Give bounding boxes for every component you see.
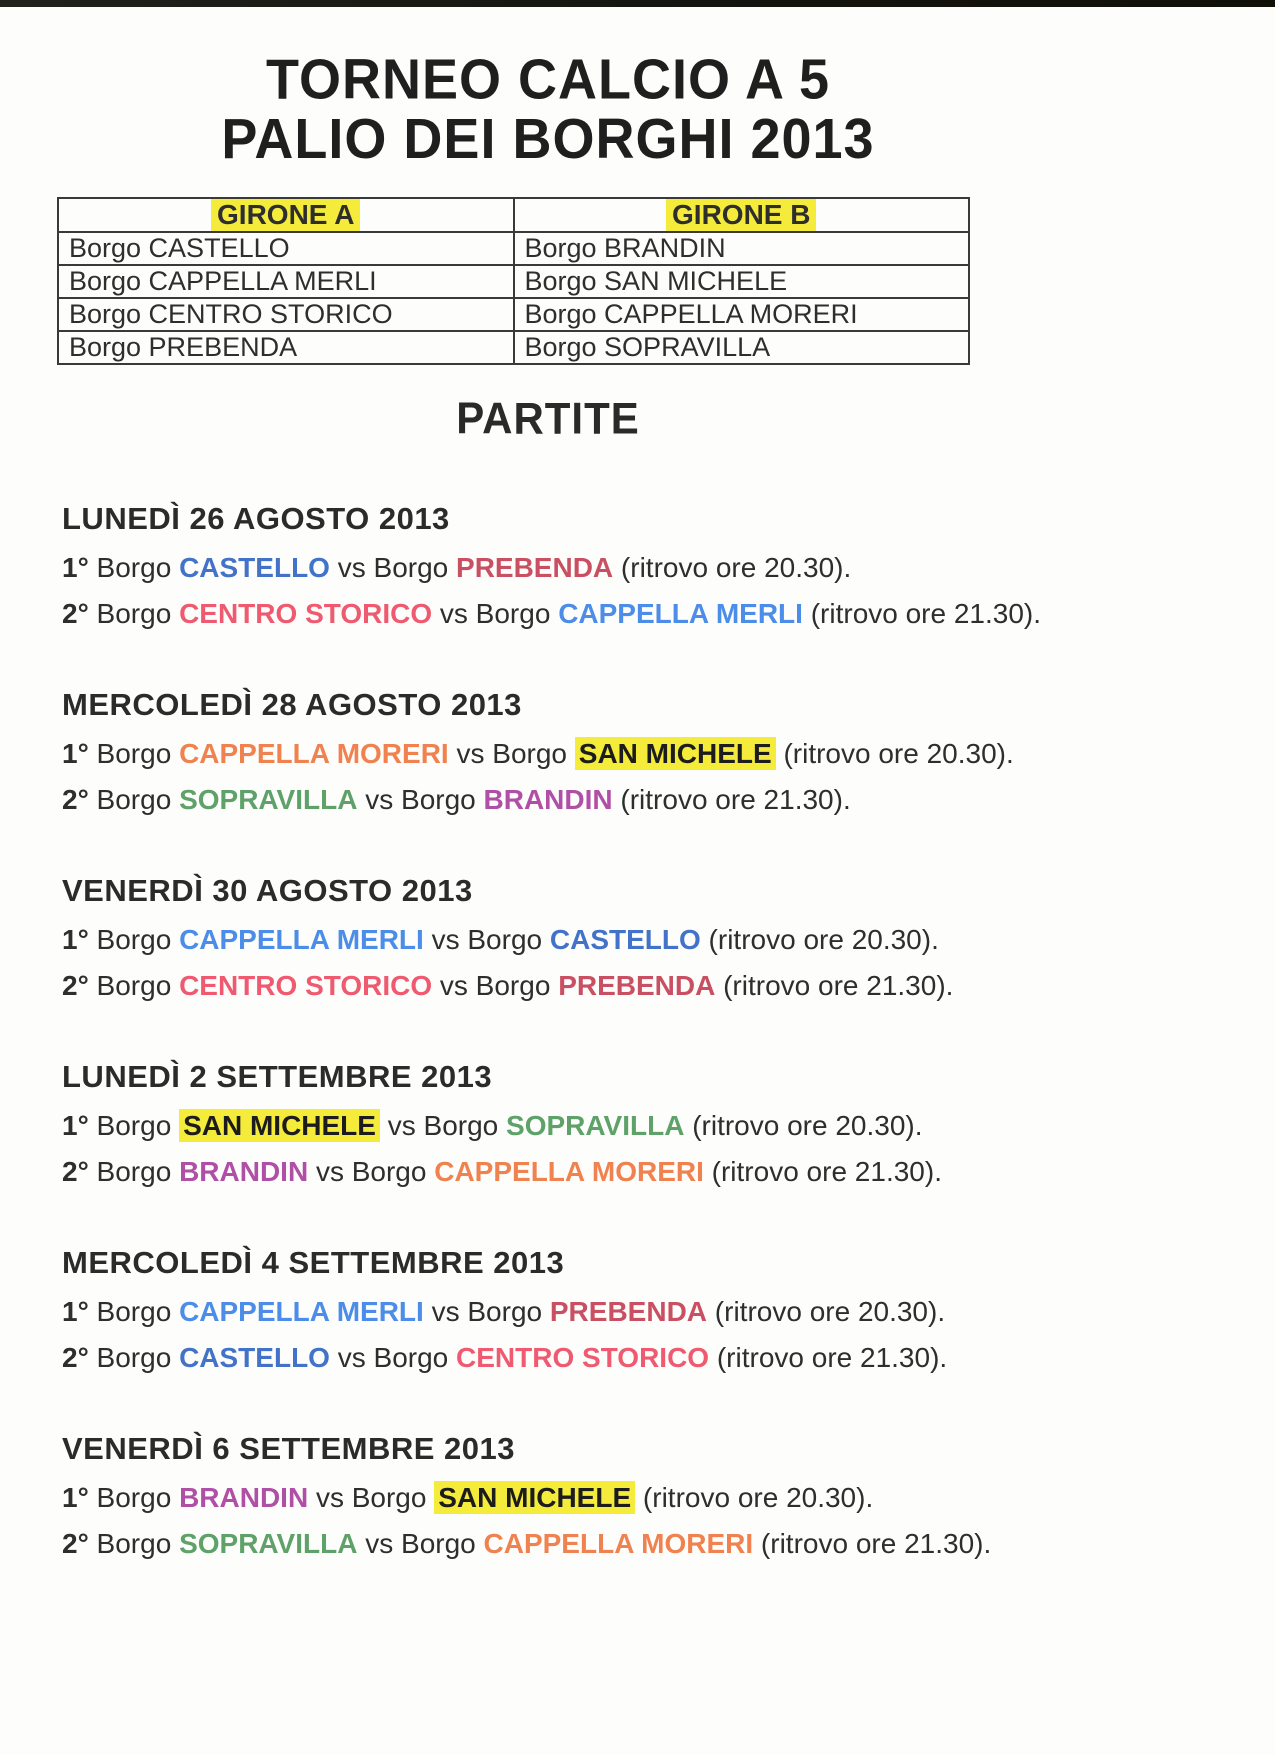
matchday-date: VENERDÌ 6 SETTEMBRE 2013 xyxy=(62,1431,516,1467)
team-name: SAN MICHELE xyxy=(179,1109,380,1142)
match-ordinal: 2° xyxy=(62,1342,89,1374)
match-note: (ritrovo ore 20.30). xyxy=(775,738,1014,770)
match-line: 2° Borgo CENTRO STORICO vs Borgo PREBENDA (ritrovo ore 21.30). xyxy=(62,970,954,1002)
match-line: 2° Borgo BRANDIN vs Borgo CAPPELLA MORERI (ritrovo ore 21.30). xyxy=(62,1156,942,1188)
group-team-cell: Borgo PREBENDA xyxy=(58,331,514,364)
match-line: 1° Borgo CAPPELLA MERLI vs Borgo PREBENDA (ritrovo ore 20.30). xyxy=(62,1296,946,1328)
match-ordinal: 1° xyxy=(62,738,89,770)
match-ordinal: 1° xyxy=(62,924,89,956)
team-name: SOPRAVILLA xyxy=(179,784,358,816)
match-line: 2° Borgo CASTELLO vs Borgo CENTRO STORICO (ritrovo ore 21.30). xyxy=(62,1342,948,1374)
team-name: CAPPELLA MERLI xyxy=(558,598,803,630)
group-b-header xyxy=(514,198,970,232)
match-note: (ritrovo ore 21.30). xyxy=(709,1342,948,1374)
title-line-1: TORNEO CALCIO A 5 xyxy=(265,48,831,112)
matchday-date: MERCOLEDÌ 4 SETTEMBRE 2013 xyxy=(62,1245,565,1281)
match-ordinal: 1° xyxy=(62,1482,89,1514)
match-note: (ritrovo ore 20.30). xyxy=(700,924,939,956)
group-a-header-label: GIRONE A xyxy=(211,198,360,232)
team-name: PREBENDA xyxy=(558,970,716,1002)
match-ordinal: 2° xyxy=(62,970,89,1002)
matchdays xyxy=(62,501,1275,1559)
match-note: (ritrovo ore 20.30). xyxy=(684,1110,923,1142)
team-name: CASTELLO xyxy=(179,1342,330,1374)
match-note: (ritrovo ore 21.30). xyxy=(802,598,1042,630)
groups-table-header-row xyxy=(58,198,969,232)
match-ordinal: 2° xyxy=(62,784,89,816)
matchday-date: LUNEDÌ 26 AGOSTO 2013 xyxy=(62,501,450,537)
group-table-row xyxy=(58,298,969,331)
team-name: CAPPELLA MERLI xyxy=(179,924,424,956)
match-line: 2° Borgo SOPRAVILLA vs Borgo CAPPELLA MORERI (ritrovo ore 21.30). xyxy=(62,1528,992,1560)
group-b-header-label: GIRONE B xyxy=(666,198,816,232)
matchday-section xyxy=(62,501,1275,629)
match-line: 1° Borgo CAPPELLA MORERI vs Borgo SAN MICHELE (ritrovo ore 20.30). xyxy=(62,738,1014,770)
matchday-date: VENERDÌ 30 AGOSTO 2013 xyxy=(62,873,473,909)
team-name: PREBENDA xyxy=(456,552,614,584)
team-name: CENTRO STORICO xyxy=(179,598,433,630)
matchday-section xyxy=(62,1245,1275,1373)
match-note: (ritrovo ore 21.30). xyxy=(612,784,851,816)
group-a-header xyxy=(58,198,514,232)
group-team-cell: Borgo CAPPELLA MERLI xyxy=(58,265,514,298)
match-ordinal: 1° xyxy=(62,1296,89,1328)
match-line: 1° Borgo BRANDIN vs Borgo SAN MICHELE (ritrovo ore 20.30). xyxy=(62,1482,874,1514)
group-team-cell: Borgo BRANDIN xyxy=(514,232,970,265)
match-line: 1° Borgo CAPPELLA MERLI vs Borgo CASTELLO (ritrovo ore 20.30). xyxy=(62,924,939,956)
match-ordinal: 2° xyxy=(62,1156,89,1188)
group-table-row xyxy=(58,265,969,298)
match-ordinal: 1° xyxy=(62,1110,89,1142)
group-table-row xyxy=(58,331,969,364)
team-name: BRANDIN xyxy=(179,1482,309,1514)
team-name: SAN MICHELE xyxy=(434,1481,635,1514)
team-name: SAN MICHELE xyxy=(575,737,776,770)
team-name: SOPRAVILLA xyxy=(179,1528,358,1560)
match-note: (ritrovo ore 21.30). xyxy=(703,1156,942,1188)
team-name: CAPPELLA MORERI xyxy=(179,738,449,770)
match-note: (ritrovo ore 21.30). xyxy=(715,970,954,1002)
match-ordinal: 2° xyxy=(62,598,89,630)
group-table-row xyxy=(58,232,969,265)
match-note: (ritrovo ore 20.30). xyxy=(613,552,852,584)
group-team-cell: Borgo CAPPELLA MORERI xyxy=(514,298,970,331)
team-name: CAPPELLA MORERI xyxy=(483,1528,754,1560)
group-team-cell: Borgo SAN MICHELE xyxy=(514,265,970,298)
team-name: CASTELLO xyxy=(179,552,330,584)
groups-table-body xyxy=(58,232,969,364)
match-line: 2° Borgo SOPRAVILLA vs Borgo BRANDIN (ritrovo ore 21.30). xyxy=(62,784,851,816)
team-name: SOPRAVILLA xyxy=(506,1110,685,1142)
scan-artifact-topbar xyxy=(0,0,1275,7)
tournament-title xyxy=(0,48,1096,171)
team-name: BRANDIN xyxy=(179,1156,309,1188)
team-name: PREBENDA xyxy=(549,1296,708,1328)
partite-section xyxy=(0,395,1096,443)
matchday-section xyxy=(62,687,1275,815)
match-line: 1° Borgo SAN MICHELE vs Borgo SOPRAVILLA (ritrovo ore 20.30). xyxy=(62,1110,923,1142)
match-ordinal: 1° xyxy=(62,552,89,584)
matchday-date: LUNEDÌ 2 SETTEMBRE 2013 xyxy=(62,1059,493,1095)
title-line-2: PALIO DEI BORGHI 2013 xyxy=(221,108,875,171)
team-name: BRANDIN xyxy=(483,784,613,816)
group-team-cell: Borgo SOPRAVILLA xyxy=(514,331,970,364)
matchday-section xyxy=(62,1431,1275,1559)
team-name: CAPPELLA MORERI xyxy=(434,1156,704,1188)
team-name: CASTELLO xyxy=(549,924,701,956)
team-name: CENTRO STORICO xyxy=(456,1342,710,1374)
partite-heading: PARTITE xyxy=(456,394,640,444)
match-note: (ritrovo ore 20.30). xyxy=(707,1296,946,1328)
matchday-section xyxy=(62,873,1275,1001)
matchday-date: MERCOLEDÌ 28 AGOSTO 2013 xyxy=(62,687,522,723)
match-ordinal: 2° xyxy=(62,1528,89,1560)
team-name: CAPPELLA MERLI xyxy=(179,1296,424,1328)
match-note: (ritrovo ore 20.30). xyxy=(635,1482,874,1514)
match-line: 1° Borgo CASTELLO vs Borgo PREBENDA (ritrovo ore 20.30). xyxy=(62,552,852,584)
group-team-cell: Borgo CENTRO STORICO xyxy=(58,298,514,331)
match-note: (ritrovo ore 21.30). xyxy=(753,1528,992,1560)
group-team-cell: Borgo CASTELLO xyxy=(58,232,514,265)
groups-table xyxy=(57,197,970,365)
match-line: 2° Borgo CENTRO STORICO vs Borgo CAPPELLA MERLI (ritrovo ore 21.30). xyxy=(62,598,1042,630)
matchday-section xyxy=(62,1059,1275,1187)
team-name: CENTRO STORICO xyxy=(179,970,433,1002)
